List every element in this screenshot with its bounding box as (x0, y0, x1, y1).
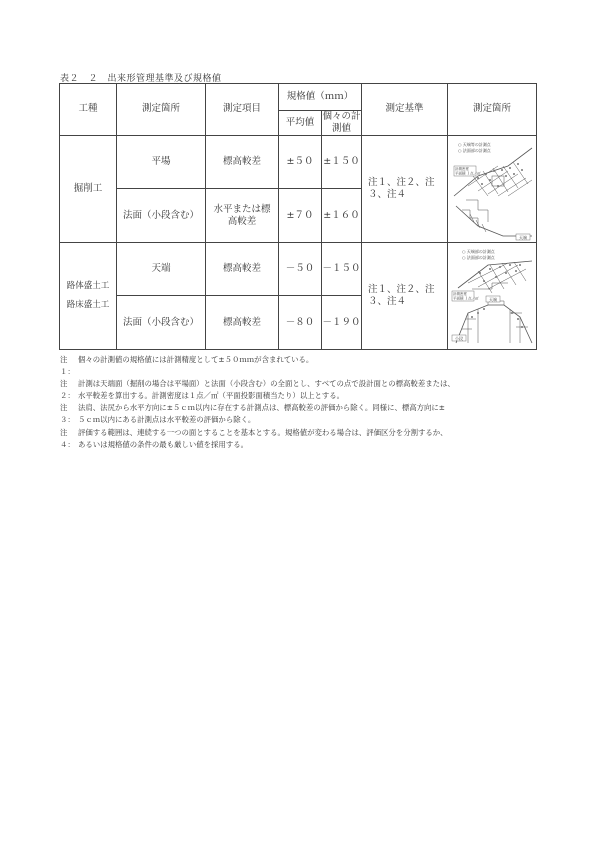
figure-cell-embankment (448, 242, 537, 349)
item-cell: 水平または標高較差 (206, 189, 279, 243)
average-cell: ±７０ (279, 189, 322, 243)
note-text: 個々の計測値の規格値には計測精度として±５０ｍｍが含まれている。 (78, 355, 314, 364)
location-cell: 平場 (117, 135, 206, 189)
svg-text:○ 法面部の計測点: ○ 法面部の計測点 (458, 147, 491, 153)
work-type-line: 路床盛土工 (66, 299, 110, 310)
work-type-line: 路体盛土工 (66, 281, 110, 292)
criteria-cell: 注１、注２、注３、注４ (362, 242, 448, 349)
header-location: 測定箇所 (117, 84, 206, 136)
table-caption: 表２ ２ 出来形管理基準及び規格値 (60, 74, 222, 84)
embankment-diagram (448, 243, 537, 349)
note-item (60, 378, 540, 402)
work-type-embankment (60, 242, 117, 349)
note-item (60, 427, 540, 451)
svg-text:○ 法面部の計測点: ○ 法面部の計測点 (462, 254, 495, 260)
location-cell: 法面（小段含む） (117, 296, 206, 350)
note-text: 評価する範囲は、連続する一つの面とすることを基本とする。規格値が変わる場合は、評価区分を分割するか、 あるいは規格値の条件の最も厳しい値を採用する。 (78, 427, 448, 449)
svg-text:○ 天端部の計測点: ○ 天端部の計測点 (462, 248, 495, 254)
item-cell: 標高較差 (206, 135, 279, 189)
criteria-cell: 注１、注２、注３、注４ (362, 135, 448, 242)
svg-text:平面積 １点／㎡: 平面積 １点／㎡ (453, 296, 479, 301)
note-label: 注３： (60, 403, 75, 425)
note-label: 注１： (60, 355, 75, 377)
svg-text:○ 天端等の計測点: ○ 天端等の計測点 (458, 141, 491, 147)
location-cell: 法面（小段含む） (117, 189, 206, 243)
average-cell: ±５０ (279, 135, 322, 189)
note-label: 注２： (60, 379, 75, 401)
average-cell: －５０ (279, 242, 322, 296)
header-figure: 測定箇所 (448, 84, 537, 136)
header-work-type: 工種 (60, 84, 117, 136)
individual-cell: ±１６０ (322, 189, 362, 243)
excavation-diagram (448, 136, 537, 242)
individual-cell: ±１５０ (322, 135, 362, 189)
spec-table (59, 83, 537, 350)
note-text: 法肩、法尻から水平方向に±５ｃｍ以内に存在する計測点は、標高較差の評価から除く。同様に、標高方向に± ５ｃｍ以内にある計測点は水平較差の評価から除く。 (78, 403, 445, 425)
individual-cell: －１５０ (322, 242, 362, 296)
svg-text:平面積 １点／㎡: 平面積 １点／㎡ (455, 171, 481, 176)
item-cell: 標高較差 (206, 242, 279, 296)
header-individual: 個々の計測値 (322, 111, 361, 134)
note-item (60, 402, 540, 426)
svg-text:計測密度: 計測密度 (453, 291, 468, 296)
header-spec-value: 規格値（ｍｍ） (279, 84, 362, 111)
work-type-excavation: 掘削工 (60, 135, 117, 242)
note-label: 注４： (60, 427, 75, 449)
svg-text:天端: 天端 (519, 234, 528, 240)
svg-text:計測密度: 計測密度 (455, 166, 470, 171)
notes-section (60, 354, 540, 451)
svg-text:天端: 天端 (489, 296, 498, 302)
location-cell: 天端 (117, 242, 206, 296)
note-item (60, 354, 540, 378)
individual-cell: －１９０ (322, 296, 362, 350)
average-cell: －８０ (279, 296, 322, 350)
figure-cell-excavation (448, 135, 537, 242)
svg-text:小段: 小段 (455, 335, 464, 341)
header-criteria: 測定基準 (362, 84, 448, 136)
note-text: 計測は天端面（掘削の場合は平場面）と法面（小段含む）の全面とし、すべての点で設計面との標高較差または、 水平較差を算出する。計測密度は１点／㎡（平面投影面積当たり）以上とする。 (78, 379, 455, 401)
item-cell: 標高較差 (206, 296, 279, 350)
header-average: 平均値 (279, 111, 322, 136)
header-item: 測定項目 (206, 84, 279, 136)
